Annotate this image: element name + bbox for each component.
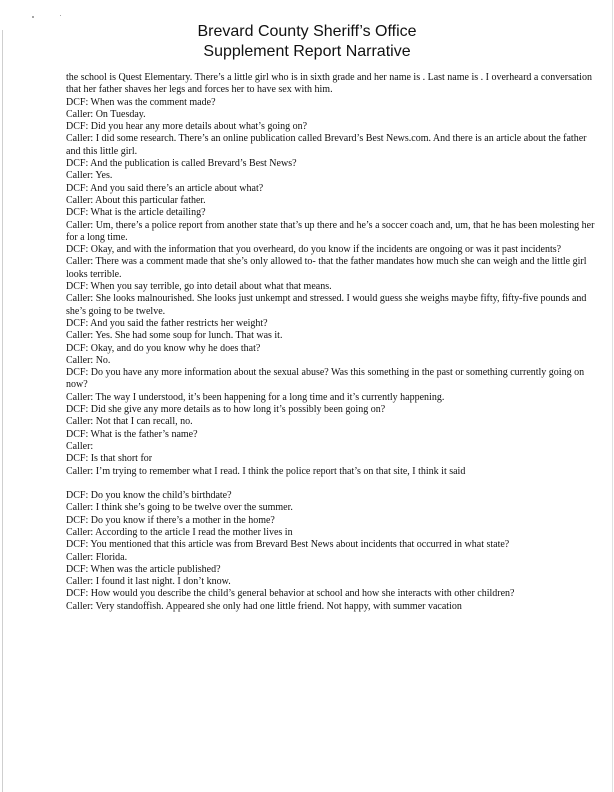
narrative-line: DCF: When was the comment made? [66,96,216,108]
narrative-line: Caller: There was a comment made that she’s only allowed to- that the father mandates how much she can weigh and the little girl looks terrible. [66,256,587,280]
report-subtitle: Supplement Report Narrative [203,43,411,60]
narrative-line: Caller: I’m trying to remember what I read. I think the police report that’s on that site, I think it said [66,465,466,477]
narrative-line: Caller: According to the article I read the mother lives in [66,526,293,538]
report-header [0,22,614,62]
scan-speck [32,16,34,18]
narrative-line: Caller: On Tuesday. [66,108,146,120]
narrative-line: Caller: Yes. She had some soup for lunch. That was it. [66,330,283,342]
scan-speck [60,15,61,16]
narrative-line: DCF: And the publication is called Brevard’s Best News? [66,158,297,170]
blank-line [66,478,596,490]
narrative-line: the school is Quest Elementary. There’s a little girl who is in sixth grade and her name is . Last name is . I overheard a conversation that her father shaves her legs and forces her to have sex with him. [66,72,592,96]
narrative-line: Caller: [66,440,94,452]
report-title: Brevard County Sheriff’s Office [197,23,417,40]
narrative-line: Caller: Not that I can recall, no. [66,416,193,428]
narrative-line: DCF: How would you describe the child’s general behavior at school and how she interacts with other children? [66,588,515,600]
narrative-line: Caller: The way I understood, it’s been happening for a long time and it’s currently happening. [66,391,445,403]
narrative-line: DCF: When was the article published? [66,563,221,575]
narrative-line: DCF: Okay, and do you know why he does that? [66,342,261,354]
narrative-line: DCF: What is the article detailing? [66,207,206,219]
narrative-line: DCF: And you said the father restricts her weight? [66,317,268,329]
narrative-line: DCF: What is the father’s name? [66,428,198,440]
narrative-line: Caller: Florida. [66,551,128,563]
narrative-line: DCF: Do you know the child’s birthdate? [66,490,232,502]
narrative-line: Caller: No. [66,354,111,366]
narrative-line: Caller: She looks malnourished. She looks just unkempt and stressed. I would guess she weighs maybe fifty, fifty-five pounds and she’s going to be twelve. [66,293,587,317]
narrative-line: DCF: Did you hear any more details about what’s going on? [66,121,308,133]
narrative-line: DCF: Okay, and with the information that you overheard, do you know if the incidents are ongoing or was it past incidents? [66,244,562,256]
narrative-line: Caller: I think she’s going to be twelve over the summer. [66,502,293,514]
narrative-line: DCF: And you said there’s an article about what? [66,182,264,194]
narrative-line: DCF: When you say terrible, go into detail about what that means. [66,281,332,293]
narrative-line: Caller: About this particular father. [66,194,206,206]
narrative-line: Caller: Um, there’s a police report from another state that’s up there and he’s a soccer coach and, um, that he has been molesting her for a long time. [66,219,595,243]
narrative-line: DCF: Do you have any more information about the sexual abuse? Was this something in the past or something currently going on now? [66,367,585,391]
narrative-line: Caller: Yes. [66,170,113,182]
narrative-line: DCF: Do you know if there’s a mother in the home? [66,514,275,526]
narrative-line: DCF: Did she give any more details as to how long it’s possibly been going on? [66,404,386,416]
narrative-line: DCF: Is that short for [66,453,153,465]
scan-left-edge [2,30,3,792]
narrative-line: DCF: You mentioned that this article was from Brevard Best News about incidents that occurred in what state? [66,539,510,551]
scan-right-edge [612,0,613,792]
narrative-body [66,72,596,613]
narrative-line: Caller: I did some research. There’s an online publication called Brevard’s Best News.com. And there is an article about the father and this little girl. [66,133,587,157]
narrative-line: Caller: I found it last night. I don’t know. [66,576,231,588]
narrative-line: Caller: Very standoffish. Appeared she only had one little friend. Not happy, with summer vacation [66,600,462,612]
